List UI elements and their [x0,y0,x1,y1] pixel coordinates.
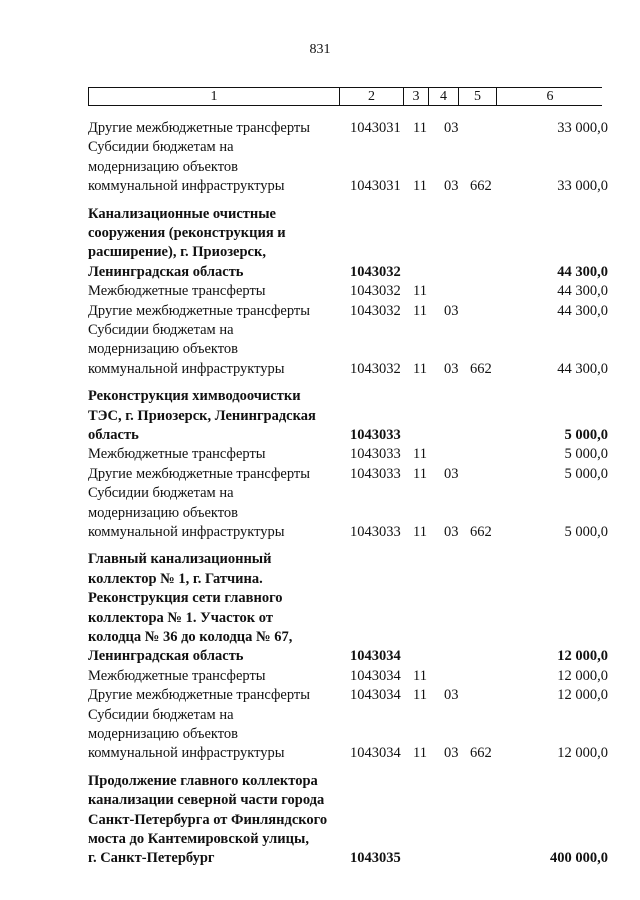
table-row [0,223,640,243]
row-name: ТЭС, г. Приозерск, Ленинградская [88,407,316,424]
row-name: Другие межбюджетные трансферты [88,302,310,319]
table-row [0,646,640,666]
table-row [0,685,640,705]
row-amount: 44 300,0 [557,302,608,319]
table-row [0,790,640,810]
row-subsection: 03 [444,302,459,319]
header-col-3: 3 [404,88,429,105]
header-col-5: 5 [459,88,497,105]
row-name: область [88,427,139,443]
row-name: коллектора № 1. Участок от [88,609,273,626]
table-row [0,137,640,157]
table-row [0,588,640,608]
row-code: 1043034 [350,687,401,704]
row-name: модернизацию объектов [88,726,239,742]
row-amount: 12 000,0 [557,687,608,704]
row-expense-type: 662 [470,178,492,195]
table-row [0,118,640,138]
table-row [0,705,640,725]
row-code: 1043034 [350,745,401,762]
row-name: коммунальной инфраструктуры [88,524,285,540]
page-number: 831 [309,42,331,57]
table-row [0,406,640,426]
row-code: 1043033 [350,427,401,443]
table-row [0,522,640,542]
row-subsection: 03 [444,360,459,377]
table-row [0,204,640,224]
table-row [0,281,640,301]
row-amount: 12 000,0 [557,667,608,684]
row-name: Субсидии бюджетам на [88,139,234,156]
row-amount: 400 000,0 [550,850,608,867]
row-expense-type: 662 [470,360,492,377]
table-row [0,724,640,744]
row-name: Межбюджетные трансферты [88,283,266,300]
row-code: 1043033 [350,446,401,463]
row-amount: 44 300,0 [557,360,608,377]
table-row [0,320,640,340]
row-subsection: 03 [444,465,459,482]
row-name: модернизацию объектов [88,504,239,521]
table-row [0,242,640,262]
row-section: 11 [413,667,427,684]
row-name: Другие межбюджетные трансферты [88,120,310,136]
table-row [0,359,640,379]
row-section: 11 [413,283,427,300]
row-code: 1043035 [350,850,401,867]
row-name: Межбюджетные трансферты [88,667,266,684]
table-row [0,829,640,849]
row-amount: 12 000,0 [557,745,608,762]
row-name: коммунальной инфраструктуры [88,178,285,195]
row-name: Реконструкция сети главного [88,590,283,607]
header-col-1: 1 [89,88,340,105]
row-name: модернизацию объектов [88,341,239,358]
row-name: коллектор № 1, г. Гатчина. [88,570,263,587]
row-name: Главный канализационный [88,551,272,568]
table-row [0,743,640,763]
row-name: Субсидии бюджетам на [88,485,234,502]
row-amount: 5 000,0 [564,427,608,443]
row-name: Ленинградская область [88,263,244,280]
row-name: Продолжение главного коллектора [88,772,318,789]
row-name: Реконструкция химводоочистки [88,388,301,405]
row-expense-type: 662 [470,524,492,540]
row-name: Санкт-Петербурга от Финляндского [88,811,328,828]
row-name: Ленинградская область [88,648,244,665]
row-name: Субсидии бюджетам на [88,322,234,338]
row-amount: 12 000,0 [557,648,608,665]
table-row [0,483,640,503]
row-amount: 44 300,0 [557,263,608,280]
row-section: 11 [413,687,427,704]
row-subsection: 03 [444,524,459,540]
table-row [0,503,640,523]
row-name: канализации северной части города [88,792,325,809]
row-name: коммунальной инфраструктуры [88,745,285,762]
row-section: 11 [413,120,427,136]
row-section: 11 [413,446,427,463]
table-row [0,262,640,282]
table-row [0,549,640,569]
row-amount: 5 000,0 [564,446,608,463]
row-section: 11 [413,360,427,377]
row-name: расширение), г. Приозерск, [88,244,266,261]
row-section: 11 [413,465,427,482]
row-expense-type: 662 [470,745,492,762]
table-row [0,464,640,484]
row-code: 1043032 [350,360,401,377]
row-name: Другие межбюджетные трансферты [88,465,310,482]
table-row [0,666,640,686]
row-code: 1043033 [350,524,401,540]
row-subsection: 03 [444,120,459,136]
table-row [0,386,640,406]
header-col-6: 6 [546,89,554,104]
row-amount: 5 000,0 [564,465,608,482]
row-name: колодца № 36 до колодца № 67, [88,629,293,645]
table-row [0,771,640,791]
table-row [0,339,640,359]
table-row [0,627,640,647]
row-amount: 5 000,0 [564,524,608,540]
row-code: 1043032 [350,283,401,300]
table-row [0,569,640,589]
row-code: 1043033 [350,465,401,482]
row-section: 11 [413,178,427,195]
row-name: Межбюджетные трансферты [88,446,266,463]
row-name: Другие межбюджетные трансферты [88,687,310,704]
row-amount: 33 000,0 [557,178,608,195]
row-name: Субсидии бюджетам на [88,706,234,723]
row-code: 1043031 [350,178,401,195]
table-row [0,301,640,321]
row-code: 1043032 [350,263,401,280]
row-section: 11 [413,745,427,762]
row-section: 11 [413,302,427,319]
row-subsection: 03 [444,745,459,762]
table-row [0,425,640,445]
row-section: 11 [413,524,427,540]
table-row [0,848,640,868]
row-code: 1043032 [350,302,401,319]
row-name: коммунальной инфраструктуры [88,360,285,377]
row-amount: 33 000,0 [557,120,608,136]
row-name: сооружения (реконструкция и [88,225,286,241]
table-row [0,176,640,196]
table-row [0,157,640,177]
row-code: 1043031 [350,120,401,136]
table-row [0,444,640,464]
row-code: 1043034 [350,667,401,684]
table-row [0,608,640,628]
header-col-2: 2 [340,88,404,105]
row-name: г. Санкт-Петербург [88,850,215,867]
table-row [0,810,640,830]
row-subsection: 03 [444,178,459,195]
row-name: Канализационные очистные [88,205,276,222]
row-subsection: 03 [444,687,459,704]
header-col-4: 4 [429,88,459,105]
row-name: моста до Кантемировской улицы, [88,831,309,847]
row-name: модернизацию объектов [88,158,239,175]
row-code: 1043034 [350,648,401,665]
row-amount: 44 300,0 [557,283,608,300]
